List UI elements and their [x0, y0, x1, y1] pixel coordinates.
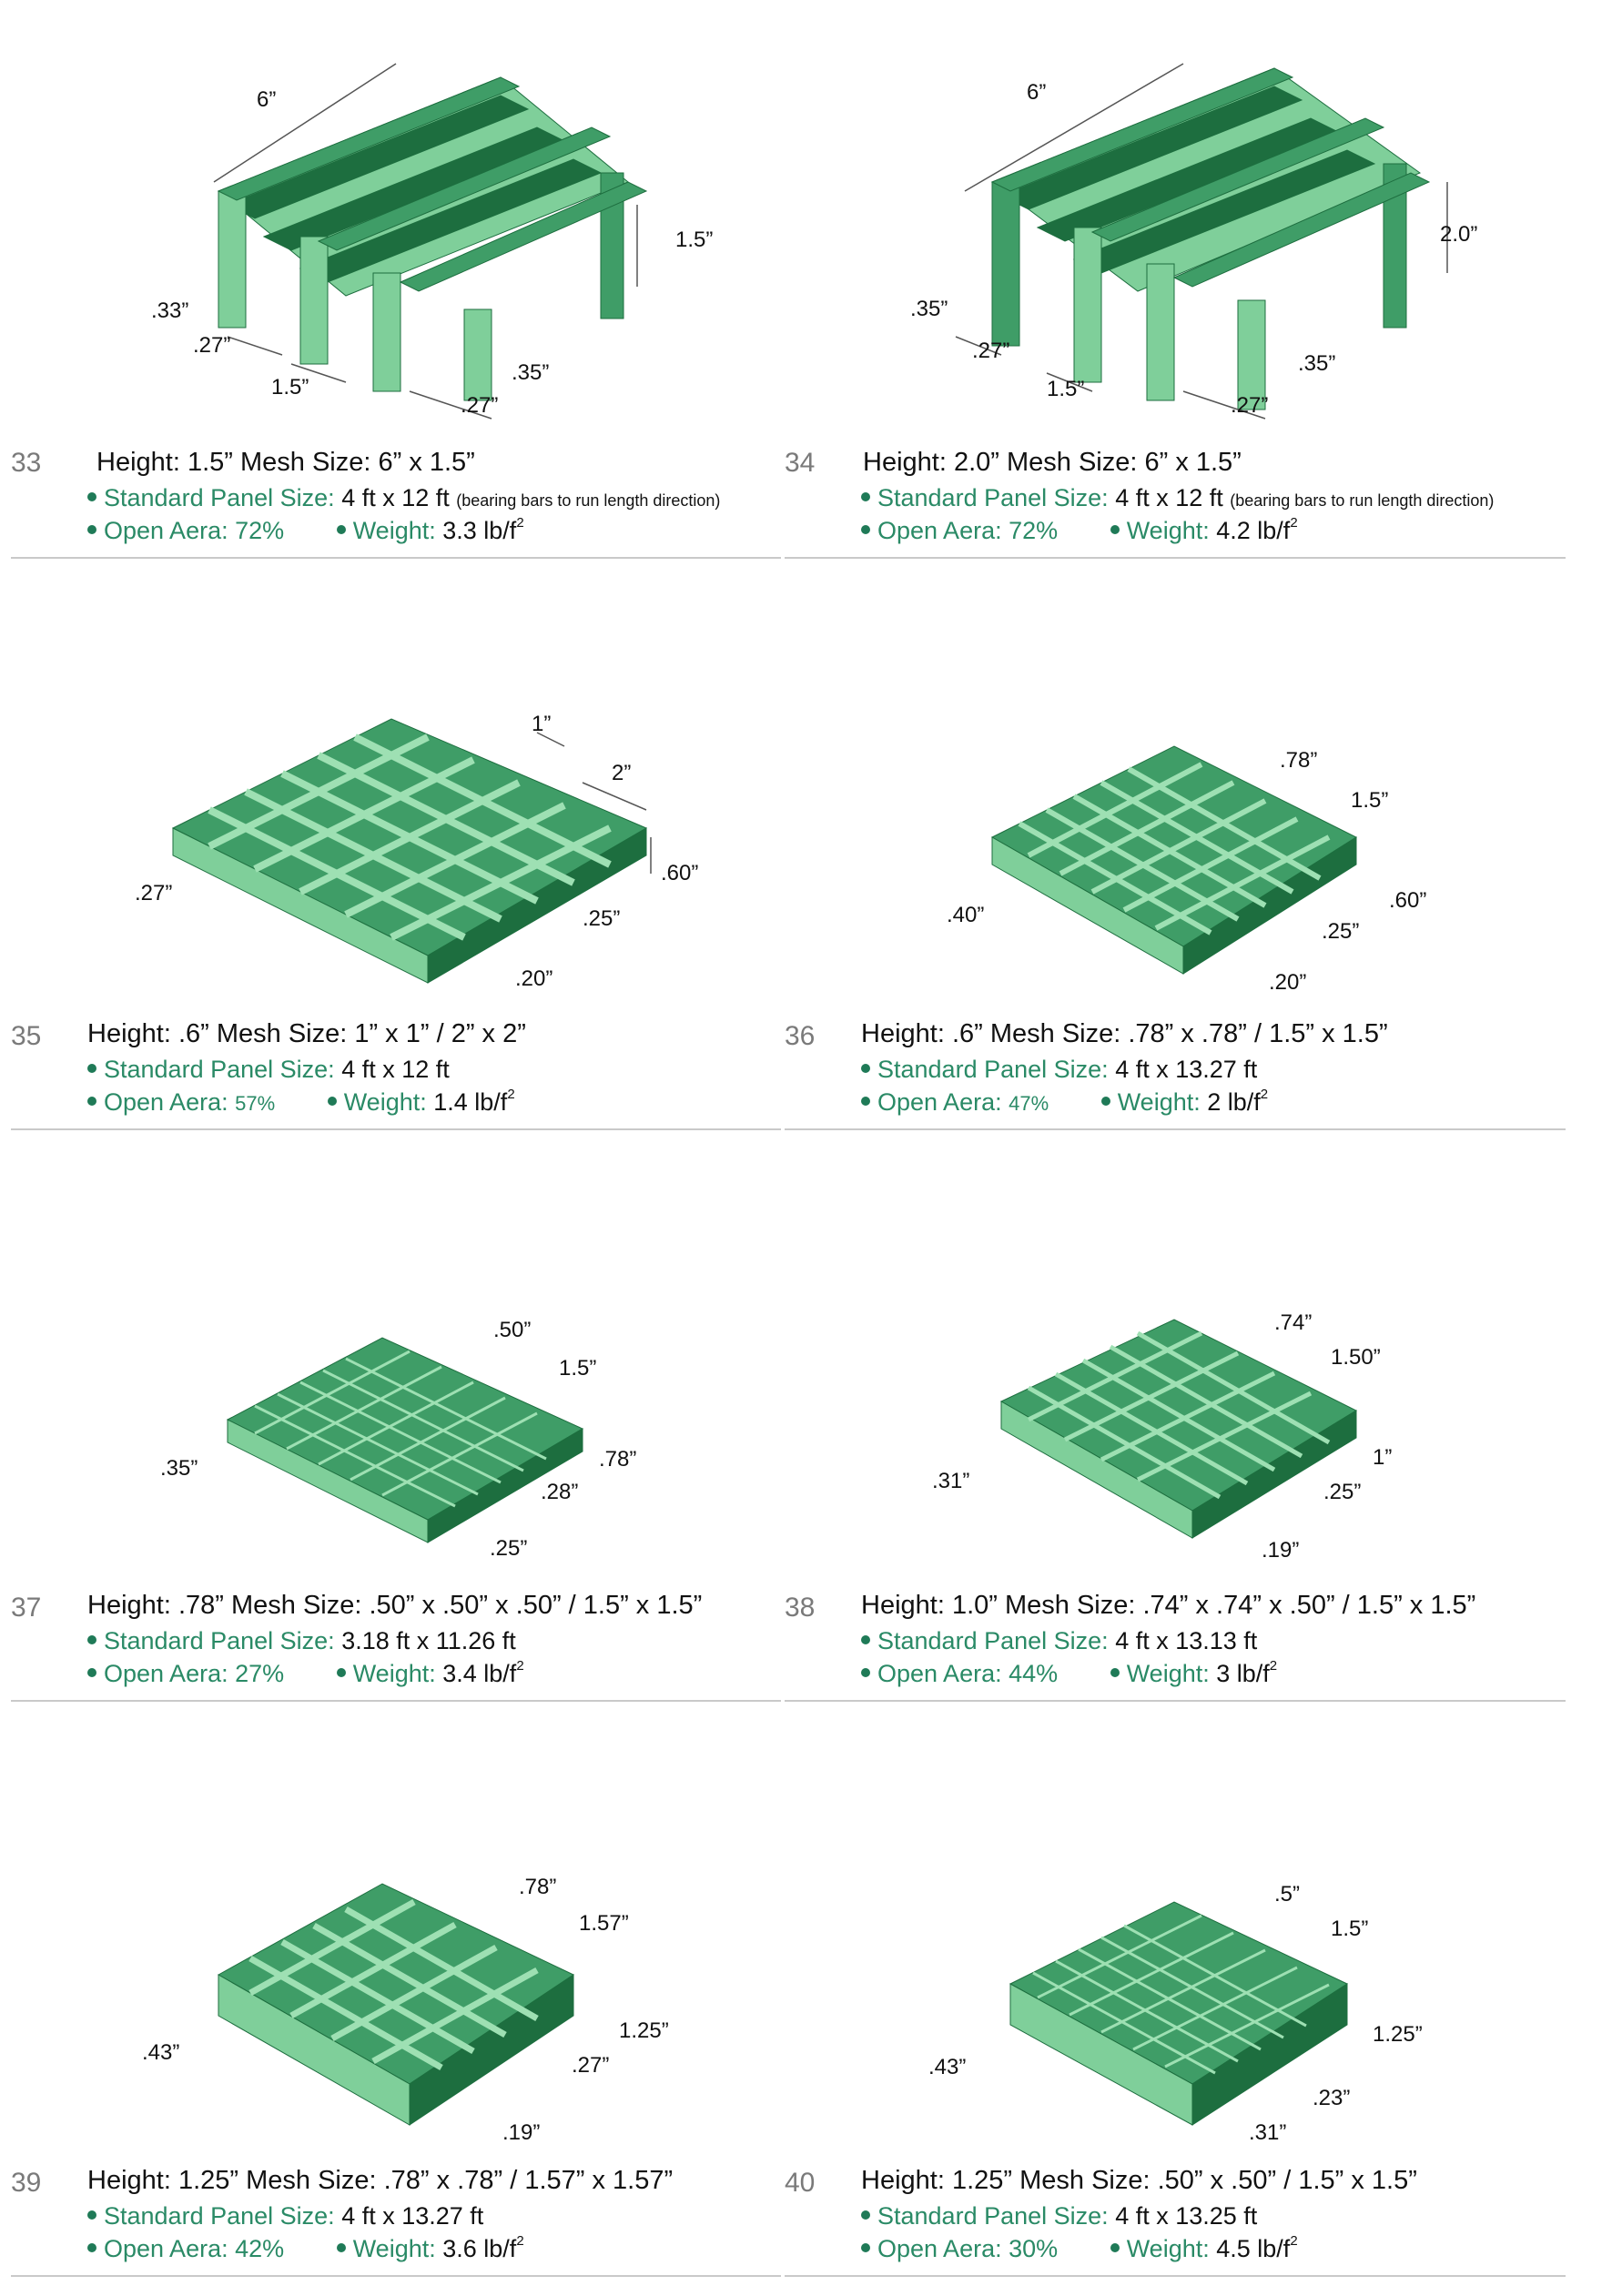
item-number: 35: [11, 1021, 42, 1051]
dim-bar-b: .23”: [1313, 2086, 1351, 2110]
open-area-label: Open Aera:: [877, 1660, 1002, 1687]
panel-size-value: 4 ft x 13.27 ft: [1115, 1056, 1258, 1083]
grating-illustration-34: [910, 46, 1511, 428]
dim-bar-d: .27”: [1231, 393, 1269, 418]
item-number: 33: [11, 448, 42, 478]
dim-mesh-small: .78”: [519, 1875, 557, 1899]
divider: [11, 1700, 781, 1702]
divider: [785, 2275, 1566, 2277]
weight-exponent: 2: [516, 1658, 524, 1674]
open-area-label: Open Aera:: [104, 517, 228, 544]
dim-bar-b: .25”: [1323, 1480, 1362, 1504]
weight-label: Weight:: [352, 517, 436, 544]
dim-mesh-large: 2”: [612, 761, 632, 785]
divider: [11, 1128, 781, 1130]
panel-size-note: (bearing bars to run length direction): [1230, 491, 1495, 510]
panel-size-line: [861, 2202, 1257, 2230]
weight-value: 4.5 lb/f: [1216, 2235, 1291, 2262]
dim-bar-b: .27”: [572, 2053, 610, 2078]
panel-size-label: Standard Panel Size:: [877, 2202, 1109, 2230]
dim-mesh-small: .78”: [1280, 748, 1318, 773]
panel-size-value: 3.18 ft x 11.26 ft: [341, 1627, 516, 1654]
bullet-icon: [861, 525, 870, 534]
dim-bar-a: .35”: [160, 1456, 198, 1481]
item-number: 38: [785, 1593, 816, 1623]
dim-mesh-large: 1.5”: [559, 1356, 597, 1381]
bullet-icon: [337, 2243, 346, 2252]
bullet-icon: [1110, 2243, 1120, 2252]
weight-label: Weight:: [1126, 517, 1210, 544]
panel-size-label: Standard Panel Size:: [877, 1056, 1109, 1083]
open-area-label: Open Aera:: [877, 1088, 1002, 1116]
item-title: Height: 1.25” Mesh Size: .78” x .78” / 1.57” x 1.57”: [87, 2166, 674, 2195]
bullet-icon: [87, 2210, 96, 2220]
dim-height: .60”: [661, 861, 699, 885]
panel-size-value: 4 ft x 12 ft: [1115, 484, 1223, 511]
bullet-icon: [861, 492, 870, 501]
open-weight-line: [861, 1660, 1277, 1688]
bullet-icon: [861, 2243, 870, 2252]
dim-length: 6”: [1027, 80, 1047, 105]
panel-size-line: [861, 1056, 1257, 1084]
dim-mesh-large: 1.57”: [579, 1911, 629, 1936]
dim-bar-c: .20”: [1269, 970, 1307, 995]
dim-bar-a: .43”: [142, 2040, 180, 2065]
weight-exponent: 2: [507, 1087, 515, 1102]
panel-size-line: [87, 484, 720, 512]
dim-bar-a: .27”: [135, 881, 173, 905]
divider: [11, 557, 781, 559]
item-number: 39: [11, 2168, 42, 2198]
grating-illustration-36: [983, 737, 1384, 1001]
dim-height: 1.25”: [619, 2018, 669, 2043]
item-title: Height: .6” Mesh Size: 1” x 1” / 2” x 2”: [87, 1019, 526, 1048]
weight-value: 4.2 lb/f: [1216, 517, 1291, 544]
panel-size-line: [861, 1627, 1257, 1655]
bullet-icon: [328, 1097, 337, 1106]
bullet-icon: [87, 1097, 96, 1106]
weight-value: 1.4 lb/f: [433, 1088, 508, 1116]
panel-size-line: [87, 1056, 450, 1084]
dim-bar-c: .35”: [512, 360, 550, 385]
open-weight-line: [861, 2235, 1298, 2263]
open-weight-line: [861, 1088, 1268, 1117]
dim-bar-b: .27”: [972, 339, 1010, 363]
open-area-value: 27%: [235, 1660, 285, 1687]
dim-mesh-large: 1.5”: [1331, 1917, 1369, 1941]
panel-size-label: Standard Panel Size:: [104, 484, 335, 511]
dim-height: 1”: [1373, 1445, 1393, 1470]
panel-size-label: Standard Panel Size:: [877, 484, 1109, 511]
item-number: 36: [785, 1021, 816, 1051]
bullet-icon: [87, 1635, 96, 1644]
dim-bar-d: .27”: [461, 393, 499, 418]
dim-spacing: 1.5”: [271, 375, 309, 400]
panel-size-line: [87, 2202, 483, 2230]
open-area-value: 57%: [235, 1092, 276, 1115]
bullet-icon: [1110, 525, 1120, 534]
item-title: Height: 1.5” Mesh Size: 6” x 1.5”: [96, 448, 475, 477]
grating-illustration-39: [209, 1875, 592, 2139]
weight-exponent: 2: [1269, 1658, 1278, 1674]
weight-value: 2 lb/f: [1207, 1088, 1261, 1116]
panel-size-label: Standard Panel Size:: [104, 1056, 335, 1083]
dim-height: 2.0”: [1440, 222, 1478, 247]
weight-label: Weight:: [352, 2235, 436, 2262]
dim-height: .60”: [1389, 888, 1427, 913]
item-title: Height: .78” Mesh Size: .50” x .50” x .50” / 1.5” x 1.5”: [87, 1591, 703, 1620]
bullet-icon: [861, 1668, 870, 1677]
bullet-icon: [1101, 1097, 1110, 1106]
divider: [11, 2275, 781, 2277]
open-area-label: Open Aera:: [104, 1088, 228, 1116]
grating-illustration-35: [155, 692, 664, 1001]
panel-size-line: [87, 1627, 516, 1655]
open-area-label: Open Aera:: [104, 2235, 228, 2262]
dim-spacing: 1.5”: [1047, 377, 1085, 401]
dim-bar-c: .19”: [502, 2120, 541, 2145]
panel-size-value: 4 ft x 13.13 ft: [1115, 1627, 1258, 1654]
dim-bar-a: .40”: [947, 903, 985, 927]
open-weight-line: [861, 517, 1298, 545]
bullet-icon: [87, 2243, 96, 2252]
divider: [785, 557, 1566, 559]
panel-size-value: 4 ft x 12 ft: [341, 1056, 450, 1083]
grating-illustration-40: [1001, 1893, 1365, 2139]
open-area-value: 30%: [1009, 2235, 1059, 2262]
bullet-icon: [1110, 1668, 1120, 1677]
dim-mesh-small: .5”: [1274, 1882, 1301, 1907]
panel-size-line: [861, 484, 1494, 512]
weight-exponent: 2: [516, 515, 524, 531]
open-area-value: 72%: [235, 517, 285, 544]
item-number: 40: [785, 2168, 816, 2198]
weight-value: 3.3 lb/f: [442, 517, 517, 544]
open-area-value: 42%: [235, 2235, 285, 2262]
bullet-icon: [87, 1064, 96, 1073]
panel-size-value: 4 ft x 12 ft: [341, 484, 450, 511]
weight-label: Weight:: [1126, 2235, 1210, 2262]
bullet-icon: [861, 1635, 870, 1644]
open-area-label: Open Aera:: [877, 2235, 1002, 2262]
weight-label: Weight:: [1117, 1088, 1201, 1116]
item-title: Height: .6” Mesh Size: .78” x .78” / 1.5” x 1.5”: [861, 1019, 1388, 1048]
panel-size-label: Standard Panel Size:: [104, 1627, 335, 1654]
dim-mesh-large: 1.50”: [1331, 1345, 1381, 1370]
dim-length: 6”: [257, 87, 277, 112]
bullet-icon: [861, 1064, 870, 1073]
grating-illustration-37: [218, 1329, 601, 1547]
dim-bar-b: .27”: [193, 333, 231, 358]
dim-bar-c: .31”: [1249, 2120, 1287, 2145]
item-title: Height: 1.0” Mesh Size: .74” x .74” x .50” / 1.5” x 1.5”: [861, 1591, 1476, 1620]
panel-size-value: 4 ft x 13.27 ft: [341, 2202, 484, 2230]
dim-bar-c: .19”: [1262, 1538, 1300, 1563]
item-number: 34: [785, 448, 816, 478]
grating-illustration-33: [137, 46, 737, 428]
dim-mesh-small: 1”: [532, 712, 552, 736]
bullet-icon: [337, 525, 346, 534]
panel-size-label: Standard Panel Size:: [877, 1627, 1109, 1654]
bullet-icon: [87, 492, 96, 501]
item-title: Height: 2.0” Mesh Size: 6” x 1.5”: [863, 448, 1242, 477]
dim-bar-b: .25”: [1322, 919, 1360, 944]
dim-bar-b: .28”: [541, 1480, 579, 1504]
dim-height: .78”: [599, 1447, 637, 1472]
open-weight-line: [87, 1088, 515, 1117]
weight-exponent: 2: [1260, 1087, 1269, 1102]
weight-exponent: 2: [1290, 2233, 1298, 2249]
open-area-label: Open Aera:: [877, 517, 1002, 544]
open-area-value: 44%: [1009, 1660, 1059, 1687]
divider: [785, 1700, 1566, 1702]
weight-label: Weight:: [343, 1088, 427, 1116]
weight-exponent: 2: [516, 2233, 524, 2249]
divider: [785, 1128, 1566, 1130]
grating-illustration-38: [992, 1310, 1374, 1547]
open-weight-line: [87, 2235, 524, 2263]
bullet-icon: [87, 1668, 96, 1677]
dim-mesh-large: 1.5”: [1351, 788, 1389, 813]
dim-height: 1.5”: [675, 228, 714, 252]
open-area-value: 72%: [1009, 517, 1059, 544]
open-area-label: Open Aera:: [104, 1660, 228, 1687]
open-weight-line: [87, 1660, 524, 1688]
dim-bar-c: .25”: [490, 1536, 528, 1561]
weight-value: 3 lb/f: [1216, 1660, 1270, 1687]
dim-bar-a: .33”: [151, 298, 189, 323]
bullet-icon: [861, 1097, 870, 1106]
dim-mesh-small: .50”: [493, 1318, 532, 1342]
dim-height: 1.25”: [1373, 2022, 1423, 2047]
bullet-icon: [87, 525, 96, 534]
weight-value: 3.6 lb/f: [442, 2235, 517, 2262]
panel-size-value: 4 ft x 13.25 ft: [1115, 2202, 1258, 2230]
dim-mesh-small: .74”: [1274, 1310, 1313, 1335]
weight-label: Weight:: [352, 1660, 436, 1687]
dim-bar-a: .43”: [928, 2055, 967, 2079]
dim-bar-c: .35”: [1298, 351, 1336, 376]
open-area-value: 47%: [1009, 1092, 1049, 1115]
dim-bar-a: .35”: [910, 297, 948, 321]
panel-size-label: Standard Panel Size:: [104, 2202, 335, 2230]
weight-exponent: 2: [1290, 515, 1298, 531]
item-title: Height: 1.25” Mesh Size: .50” x .50” / 1.5” x 1.5”: [861, 2166, 1417, 2195]
weight-label: Weight:: [1126, 1660, 1210, 1687]
panel-size-note: (bearing bars to run length direction): [456, 491, 721, 510]
dim-bar-a: .31”: [932, 1469, 970, 1493]
bullet-icon: [337, 1668, 346, 1677]
dim-bar-b: .25”: [583, 906, 621, 931]
bullet-icon: [861, 2210, 870, 2220]
open-weight-line: [87, 517, 524, 545]
item-number: 37: [11, 1593, 42, 1623]
weight-value: 3.4 lb/f: [442, 1660, 517, 1687]
dim-bar-c: .20”: [515, 966, 553, 991]
